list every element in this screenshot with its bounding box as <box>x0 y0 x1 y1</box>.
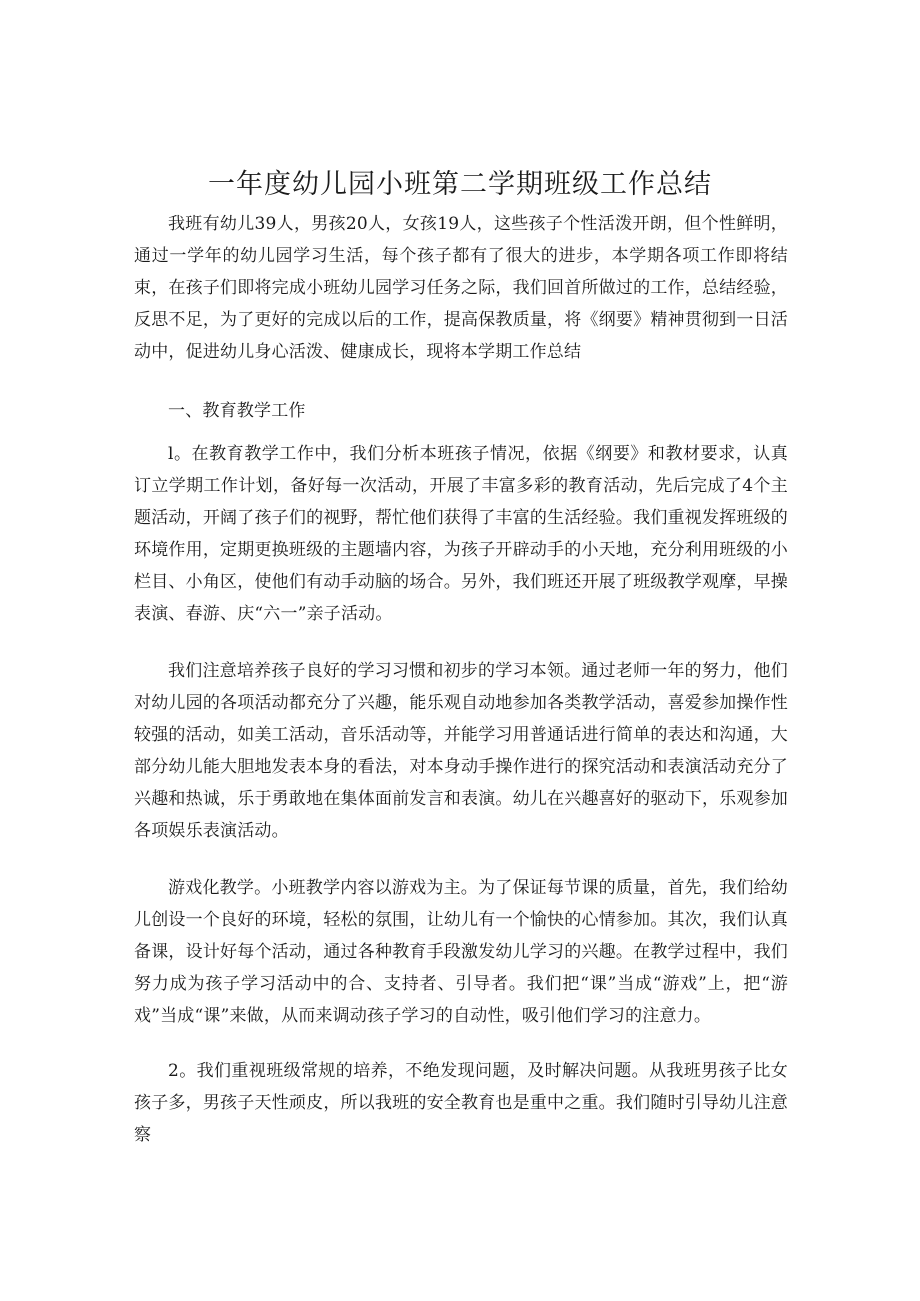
section-heading-block <box>134 395 788 427</box>
paragraph-text: 我班有幼儿39人，男孩20人，女孩19人，这些孩子个性活泼开朗，但个性鲜明，通过一学年的幼儿园学习生活，每个孩子都有了很大的进步，本学期各项工作即将结束，在孩子们即将完成小班幼儿园学习任务之际，我们回首所做过的工作，总结经验，反思不足，为了更好的完成以后的工作，提高保教质量，将《纲要》精神贯彻到一日活动中，促进幼儿身心活泼、健康成长，现将本学期工作总结 <box>134 214 788 362</box>
learning-habits-paragraph <box>134 655 788 847</box>
paragraph-text: 我们注意培养孩子良好的学习习惯和初步的学习本领。通过老师一年的努力，他们对幼儿园的各项活动都充分了兴趣，能乐观自动地参加各类教学活动，喜爱参加操作性较强的活动，如美工活动，音乐活动等，并能学习用普通话进行简单的表达和沟通，大部分幼儿能大胆地发表本身的看法，对本身动手操作进行的探究活动和表演活动充分了兴趣和热诚，乐于勇敢地在集体面前发言和表演。幼儿在兴趣喜好的驱动下，乐观参加各项娱乐表演活动。 <box>134 661 788 841</box>
paragraph-text: 2。我们重视班级常规的培养，不绝发现问题，及时解决问题。从我班男孩子比女孩子多，男孩子天性顽皮，所以我班的安全教育也是重中之重。我们随时引导幼儿注意察 <box>134 1061 788 1145</box>
paragraph-text: 游戏化教学。小班教学内容以游戏为主。为了保证每节课的质量，首先，我们给幼儿创设一个良好的环境，轻松的氛围，让幼儿有一个愉快的心情参加。其次，我们认真备课，设计好每个活动，通过各种教育手段激发幼儿学习的兴趣。在教学过程中，我们努力成为孩子学习活动中的合、支持者、引导者。我们把“课”当成“游戏”上，把“游戏”当成“课”来做，从而来调动孩子学习的自动性，吸引他们学习的注意力。 <box>134 878 788 1026</box>
document-title: 一年度幼儿园小班第二学期班级工作总结 <box>208 169 712 200</box>
teaching-work-paragraph <box>134 438 788 630</box>
class-routine-paragraph <box>134 1055 788 1151</box>
section-heading: 一、教育教学工作 <box>168 401 306 421</box>
paragraph-text: l。在教育教学工作中，我们分析本班孩子情况，依据《纲要》和教材要求，认真订立学期工作计划，备好每一次活动，开展了丰富多彩的教育活动，先后完成了4个主题活动，开阔了孩子们的视野，帮忙他们获得了丰富的生活经验。我们重视发挥班级的环境作用，定期更换班级的主题墙内容，为孩子开辟动手的小天地，充分利用班级的小栏目、小角区，使他们有动手动脑的场合。另外，我们班还开展了班级教学观摩，早操表演、春游、庆“六一”亲子活动。 <box>134 444 788 624</box>
game-teaching-paragraph <box>134 872 788 1032</box>
intro-paragraph <box>134 208 788 368</box>
